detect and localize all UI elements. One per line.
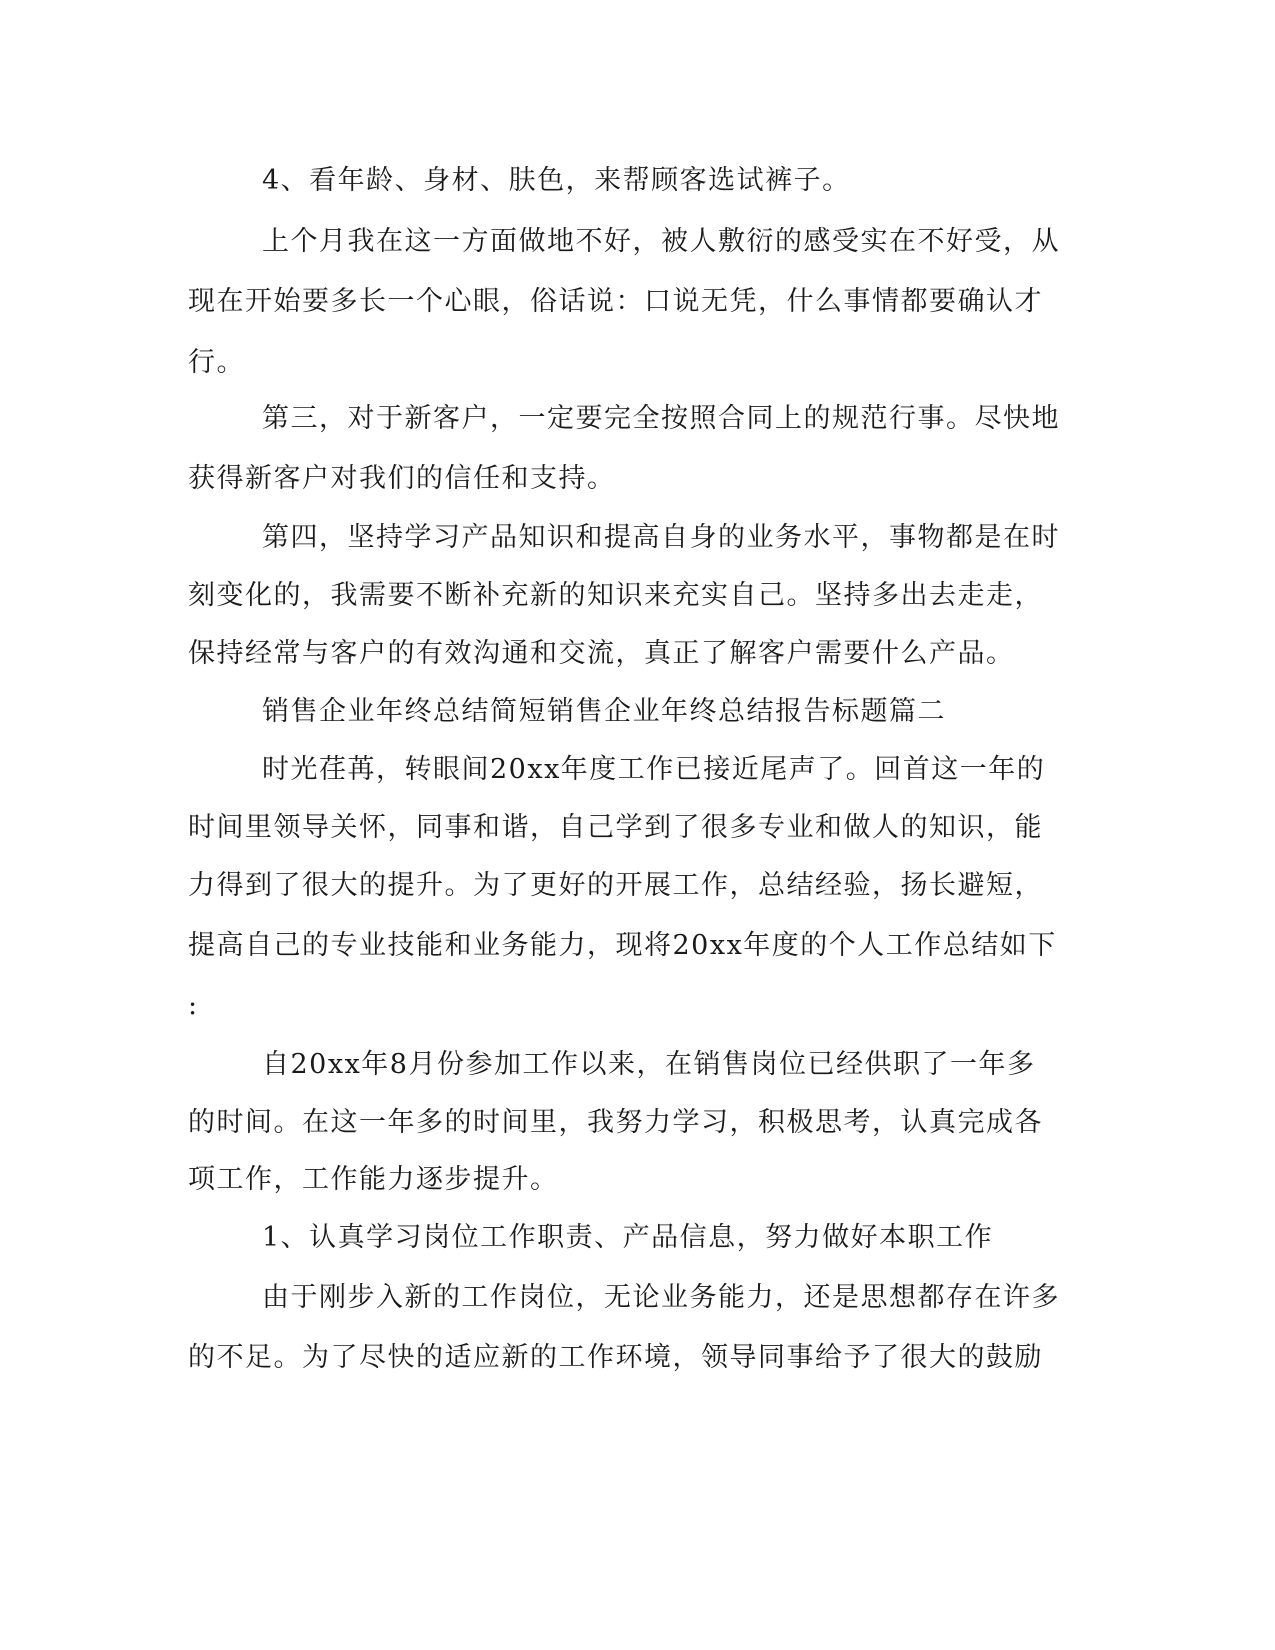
text-line: 时间里领导关怀，同事和谐，自己学到了很多专业和做人的知识，能 [188,812,1043,843]
text-line: 自20xx年8月份参加工作以来，在销售岗位已经供职了一年多 [262,1049,1036,1080]
text-line: 现在开始要多长一个心眼，俗话说：口说无凭，什么事情都要确认才 [188,286,1043,317]
text-line: 力得到了很大的提升。为了更好的开展工作，总结经验，扬长避短， [188,870,1043,901]
text-line: 刻变化的，我需要不断补充新的知识来充实自己。坚持多出去走走， [188,580,1043,611]
text-line: 获得新客户对我们的信任和支持。 [188,463,616,494]
text-line: 时光荏苒，转眼间20xx年度工作已接近尾声了。回首这一年的 [262,754,1046,785]
text-line: : [188,990,199,1021]
list-heading: 1、认真学习岗位工作职责、产品信息，努力做好本职工作 [262,1222,994,1253]
text-line: 项工作，工作能力逐步提升。 [188,1164,559,1195]
text-line: 提高自己的专业技能和业务能力，现将20xx年度的个人工作总结如下 [188,930,1057,961]
section-title: 销售企业年终总结简短销售企业年终总结报告标题篇二 [262,696,946,727]
text-line: 第四，坚持学习产品知识和提高自身的业务水平，事物都是在时 [262,522,1060,553]
text-line: 4、看年龄、身材、肤色，来帮顾客选试裤子。 [262,165,851,196]
text-line: 由于刚步入新的工作岗位，无论业务能力，还是思想都存在许多 [262,1282,1060,1313]
text-line: 的时间。在这一年多的时间里，我努力学习，积极思考，认真完成各 [188,1107,1043,1138]
text-line: 上个月我在这一方面做地不好，被人敷衍的感受实在不好受，从 [262,226,1060,257]
text-line: 行。 [188,347,245,378]
text-line: 的不足。为了尽快的适应新的工作环境，领导同事给予了很大的鼓励 [188,1342,1043,1373]
text-line: 第三，对于新客户，一定要完全按照合同上的规范行事。尽快地 [262,403,1060,434]
text-line: 保持经常与客户的有效沟通和交流，真正了解客户需要什么产品。 [188,638,1015,669]
